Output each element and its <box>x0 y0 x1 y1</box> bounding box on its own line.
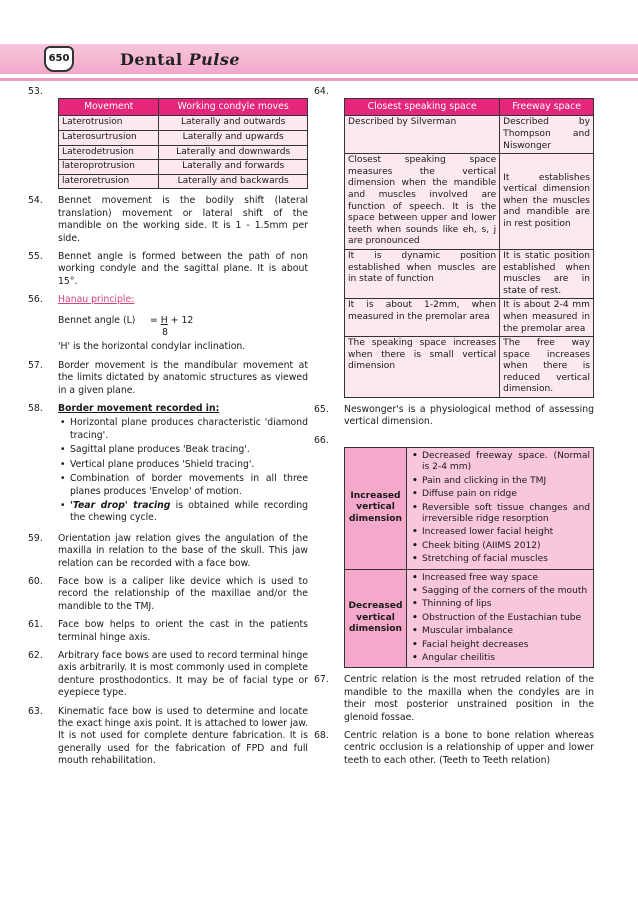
list-item: • Pain and clicking in the TMJ <box>410 476 590 487</box>
question-57 <box>28 360 308 397</box>
formula-h: H <box>160 314 168 326</box>
question-58 <box>28 403 308 527</box>
table-cell: Closest speaking space measures the vertical dimension when the mandible and muscles involved are function of speech. It is the space between upper and lower teeth when sounds like eh, s, j are pronounced <box>345 154 500 250</box>
list-item: • Stretching of facial muscles <box>410 554 590 565</box>
table-header: Closest speaking space <box>345 99 500 116</box>
table-cell: Laterally and upwards <box>159 131 308 146</box>
question-number: 65. <box>314 404 329 416</box>
question-66 <box>314 435 594 669</box>
question-text: Face bow is a caliper like device which is used to record the relationship of the maxillae and/or the mandible to the TMJ. <box>58 575 308 612</box>
question-text: Face bow helps to orient the cast in the patients terminal hinge axis. <box>58 619 308 643</box>
row-label: Decreased vertical dimension <box>345 569 407 668</box>
journal-title <box>120 50 240 69</box>
list-item <box>58 500 308 525</box>
question-number: 66. <box>314 434 329 446</box>
bullet-list <box>58 417 308 524</box>
table-cell <box>407 569 594 668</box>
table-cell: The speaking space increases when there is small vertical dimension <box>345 337 500 398</box>
question-body <box>344 98 594 398</box>
table-cell: Described by Thompson and Niswonger <box>500 116 594 154</box>
question-number: 60. <box>28 575 43 587</box>
table-cell: It is about 1-2mm, when measured in the premolar area <box>345 299 500 337</box>
journal-title-part1: Dental <box>120 50 183 69</box>
question-number: 62. <box>28 649 43 661</box>
question-65 <box>314 404 594 429</box>
right-column <box>314 86 594 773</box>
table-header-row <box>345 99 594 116</box>
page-number-badge: 650 <box>44 46 74 72</box>
question-text: Centric relation is the most retruded relation of the mandible to the maxilla when the condyles are in their most posterior unstrained position in the glenoid fossae. <box>344 674 594 723</box>
formula-equals: = <box>150 314 161 326</box>
vertical-dimension-table <box>344 447 594 669</box>
question-text: Kinematic face bow is used to determine and locate the exact hinge axis point. It is attached to lower jaw. It is not used for complete denture fabrication. It is generally used for the fabrication of FPD and full mouth rehabilitation. <box>58 705 308 767</box>
table-row <box>59 131 308 146</box>
list-item: • Facial height decreases <box>410 640 590 651</box>
section-heading: Hanau principle: <box>58 294 135 306</box>
table-cell: Laterally and outwards <box>159 116 308 131</box>
list-item: • Combination of border movements in all three planes produces 'Envelop' of motion. <box>58 473 308 498</box>
table-row <box>59 160 308 175</box>
formula-right <box>150 315 193 340</box>
table-row <box>345 569 594 668</box>
question-62 <box>28 650 308 700</box>
question-number: 67. <box>314 674 329 686</box>
question-67 <box>314 674 594 724</box>
table-cell: It is static position established when muscles are in state of rest. <box>500 249 594 298</box>
left-column <box>28 86 308 774</box>
table-cell: The free way space increases when there is reduced vertical dimension. <box>500 337 594 398</box>
question-text: Orientation jaw relation gives the angulation of the maxilla in relation to the base of the skull. This jaw relation can be recorded with a face bow. <box>58 532 308 569</box>
header-band <box>0 44 638 74</box>
question-63 <box>28 706 308 768</box>
bullet-list <box>410 573 590 665</box>
table-cell: It establishes vertical dimension when the muscles and mandible are in rest position <box>500 154 594 250</box>
list-item: • Sagittal plane produces 'Beak tracing'. <box>58 444 308 456</box>
bullet-list <box>410 451 590 566</box>
table-header: Working condyle moves <box>159 99 308 116</box>
list-item: • Obstruction of the Eustachian tube <box>410 613 590 624</box>
table-cell: It is dynamic position established when muscles are in state of function <box>345 249 500 298</box>
question-53 <box>28 86 308 189</box>
question-body <box>58 98 308 189</box>
question-61 <box>28 619 308 644</box>
section-heading: Border movement recorded in: <box>58 403 220 415</box>
table-cell: Laterally and backwards <box>159 174 308 189</box>
question-56 <box>28 294 308 354</box>
list-item: • Muscular imbalance <box>410 626 590 637</box>
question-number: 68. <box>314 730 329 741</box>
question-55 <box>28 251 308 288</box>
table-header: Freeway space <box>500 99 594 116</box>
table-cell <box>407 447 594 569</box>
question-body <box>344 447 594 669</box>
question-59 <box>28 533 308 570</box>
row-label: Increased vertical dimension <box>345 447 407 569</box>
question-number: 54. <box>28 195 43 207</box>
table-row <box>345 249 594 298</box>
table-cell: Laterosurtrusion <box>59 131 159 146</box>
question-number: 56. <box>28 294 43 306</box>
table-cell: It is about 2-4 mm when measured in the premolar area <box>500 299 594 337</box>
question-text: Bennet movement is the bodily shift (lateral translation) movement or lateral shift of the mandible on the working side. It is 1 - 1.5mm per side. <box>58 195 308 244</box>
bold-term: 'Tear drop' tracing <box>70 499 171 511</box>
question-text: Centric relation is a bone to bone relation whereas centric occlusion is a relationship of upper and lower teeth to each other. (Teeth to Teeth relation) <box>344 730 594 766</box>
question-body <box>58 403 308 527</box>
table-row <box>59 145 308 160</box>
table-cell: Laterally and forwards <box>159 160 308 175</box>
question-68 <box>314 730 594 767</box>
table-row <box>59 116 308 131</box>
table-cell: lateroretrusion <box>59 174 159 189</box>
list-item: • Reversible soft tissue changes and irreversible ridge resorption <box>410 503 590 526</box>
question-number: 63. <box>28 705 43 717</box>
list-item-text: is obtained while recording the chewing cycle. <box>70 499 309 524</box>
table-row <box>345 154 594 250</box>
list-item: • Sagging of the corners of the mouth <box>410 586 590 597</box>
table-cell: Described by Silverman <box>345 116 500 154</box>
question-number: 58. <box>28 403 43 415</box>
question-64 <box>314 86 594 398</box>
formula-plus: + 12 <box>167 314 194 326</box>
list-item: • Cheek biting (AIIMS 2012) <box>410 541 590 552</box>
question-number: 57. <box>28 359 43 371</box>
question-text: Arbitrary face bows are used to record terminal hinge axis arbitrarily. It is most commonly used in complete denture prosthodontics. It may be of facial type or eyepiece type. <box>58 649 308 699</box>
table-cell: lateroprotrusion <box>59 160 159 175</box>
question-body <box>58 294 308 354</box>
list-item: • Increased lower facial height <box>410 527 590 538</box>
table-cell: Laterotrusion <box>59 116 159 131</box>
table-row <box>59 174 308 189</box>
list-item: • Vertical plane produces 'Shield tracing'. <box>58 459 308 471</box>
question-54 <box>28 195 308 245</box>
header-rule <box>0 78 638 81</box>
table-row <box>345 447 594 569</box>
list-item: • Horizontal plane produces characteristic 'diamond tracing'. <box>58 417 308 442</box>
table-header: Movement <box>59 99 159 116</box>
question-number: 59. <box>28 532 43 544</box>
table-cell: Laterally and downwards <box>159 145 308 160</box>
question-number: 55. <box>28 251 43 262</box>
list-item: • Decreased freeway space. (Normal is 2-4 mm) <box>410 451 590 474</box>
list-item: • Thinning of lips <box>410 599 590 610</box>
speaking-space-table <box>344 98 594 398</box>
question-text: Neswonger's is a physiological method of assessing vertical dimension. <box>344 404 594 428</box>
journal-title-part2: Pulse <box>188 50 241 69</box>
question-number: 53. <box>28 86 43 97</box>
question-number: 64. <box>314 86 329 97</box>
condyle-movement-table <box>58 98 308 189</box>
table-row <box>345 299 594 337</box>
table-cell: Laterodetrusion <box>59 145 159 160</box>
question-text: Bennet angle is formed between the path of non working condyle and the sagittal plane. It is about 15°. <box>58 251 308 287</box>
table-row <box>345 337 594 398</box>
question-number: 61. <box>28 619 43 631</box>
hanau-formula <box>58 315 308 340</box>
list-item: • Diffuse pain on ridge <box>410 489 590 500</box>
list-item: • Increased free way space <box>410 573 590 584</box>
list-item: • Angular cheilitis <box>410 653 590 664</box>
formula-left: Bennet angle (L) <box>58 314 136 326</box>
formula-note: 'H' is the horizontal condylar inclination. <box>58 341 246 353</box>
question-text: Border movement is the mandibular movement at the limits dictated by anatomic structures as viewed in a given plane. <box>58 359 308 396</box>
table-header-row <box>59 99 308 116</box>
table-row <box>345 116 594 154</box>
formula-denominator: 8 <box>162 327 168 339</box>
question-60 <box>28 576 308 613</box>
